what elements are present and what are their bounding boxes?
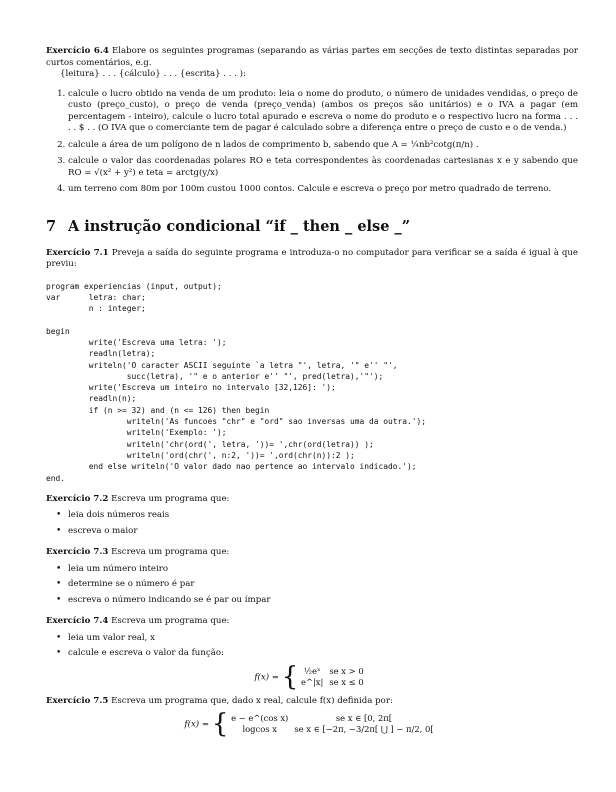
exercise-text: Escreva um programa que: (111, 616, 230, 627)
case-expr: e^|x| (301, 676, 324, 687)
exercise-label: Exercício 7.5 (46, 695, 109, 706)
function-lhs: f(x) = (184, 719, 210, 730)
exercise-7-4-list (46, 633, 578, 660)
exercise-text-sections: {leitura} . . . {cálculo} . . . {escrita} . . . ): (60, 69, 246, 79)
pascal-code-block: program experiencias (input, output); var letra: char; n : integer; begin write('Escreva uma letra: '); readln(letra); writeln('O caracter ASCII seguinte `a letra "', letra, '" e'' "', succ(letra), '" e o anterior e'' "', pred(letra),'"'); write('Escreva um inteiro no intervalo [32,126]: '); readln(n); if (n >= 32) and (n <= 126) then begin writeln('As funcoes "chr" e "ord" sao inversas uma da outra.'); writeln('Exemplo: '); writeln('chr(ord(', letra, '))= ',chr(ord(letra)) ); writeln('ord(chr(', n:2, '))= ',ord(chr(n)):2 ); end else writeln('O valor dado nao pertence ao intervalo indicado.'); end. (46, 281, 427, 483)
case-cond: se x > 0 (329, 665, 364, 676)
case-cond: se x ≤ 0 (329, 676, 364, 687)
cases (301, 666, 370, 688)
list-item: 4. um terreno com 80m por 100m custou 1000 contos. Calcule e escreva o preço por metro quadrado de terreno. (68, 184, 578, 196)
cases (231, 713, 440, 735)
function-lhs: f(x) = (254, 672, 279, 683)
case-expr: ½eˣ (303, 665, 321, 676)
section-heading (46, 218, 578, 236)
exercise-6-4-list (46, 89, 578, 196)
exercise-7-5 (46, 696, 578, 708)
exercise-text: Escreva um programa que: (111, 547, 230, 558)
section-number: 7 (46, 217, 57, 235)
exercise-label: Exercício 7.2 (46, 493, 109, 504)
exercise-7-3-list (46, 564, 578, 607)
exercise-text: Preveja a saída do seguinte programa e introduza-o no computador para verificar se a saída é igual à que previu: (46, 247, 579, 269)
case-cond: se x ∈ [−2π, −3/2π[ ⋃ ] − π/2, 0[ (294, 724, 434, 735)
piecewise-function-7-4 (46, 661, 578, 692)
list-item: • escreva o número indicando se é par ou ímpar (68, 595, 578, 607)
case-expr: logcos x (242, 724, 277, 735)
exercise-label: Exercício 7.3 (46, 547, 109, 558)
exercise-text: Elabore os seguintes programas (separando as várias partes em secções de texto distintas separadas por curtos comentários, e.g. (46, 46, 578, 68)
exercise-label: Exercício 7.4 (46, 616, 109, 627)
brace: { (211, 709, 229, 740)
case-cond: se x ∈ [0, 2π[ (335, 713, 393, 724)
list-item: 1. calcule o lucro obtido na venda de um produto: leia o nome do produto, o número de unidades vendidas, o preço de custo (preço_custo), o preço de venda (preço_venda) (ambos os preços são unitários) e o IVA a pagar (em percentagem - inteiro), calcule o lucro total apurado e escreva o nome do produto e o respectivo lucro na forma . . . . . $ . . (O IVA que o comerciante tem de pagar é calculado sobre a diferença entre o preço de custo e o de venda.) (68, 89, 578, 135)
exercise-7-3 (46, 547, 578, 559)
exercise-7-2 (46, 494, 578, 506)
exercise-text: Escreva um programa que: (111, 493, 230, 504)
list-item: • leia dois números reais (68, 510, 578, 522)
list-item: • escreva o maior (68, 526, 578, 538)
case-expr: e − e^(cos x) (231, 713, 289, 724)
section-title: A instrução condicional “if _ then _ else _” (68, 217, 411, 235)
exercise-7-1 (46, 248, 578, 271)
list-item: • leia um número inteiro (68, 564, 578, 576)
exercise-text: Escreva um programa que, dado x real, calcule f(x) definida por: (111, 695, 393, 706)
exercise-7-2-list (46, 510, 578, 537)
list-item: • calcule e escreva o valor da função: (68, 648, 578, 660)
document-page (46, 46, 578, 743)
exercise-6-4 (46, 46, 578, 69)
piecewise-function-7-5 (46, 709, 578, 740)
exercise-label: Exercício 7.1 (46, 247, 109, 258)
brace: { (281, 661, 299, 692)
exercise-7-4 (46, 616, 578, 628)
exercise-label: Exercício 6.4 (46, 46, 109, 56)
list-item: 3. calcule o valor das coordenadas polares RO e teta correspondentes às coordenadas cartesianas x e y sabendo que RO = √(x² + y²) e teta = arctg(y/x) (68, 156, 578, 179)
list-item: • leia um valor real, x (68, 633, 578, 645)
list-item: 2. calcule a área de um polígono de n lados de comprimento b, sabendo que A = ¼nb²cotg(π/n) . (68, 140, 578, 152)
list-item: • determine se o número é par (68, 579, 578, 591)
